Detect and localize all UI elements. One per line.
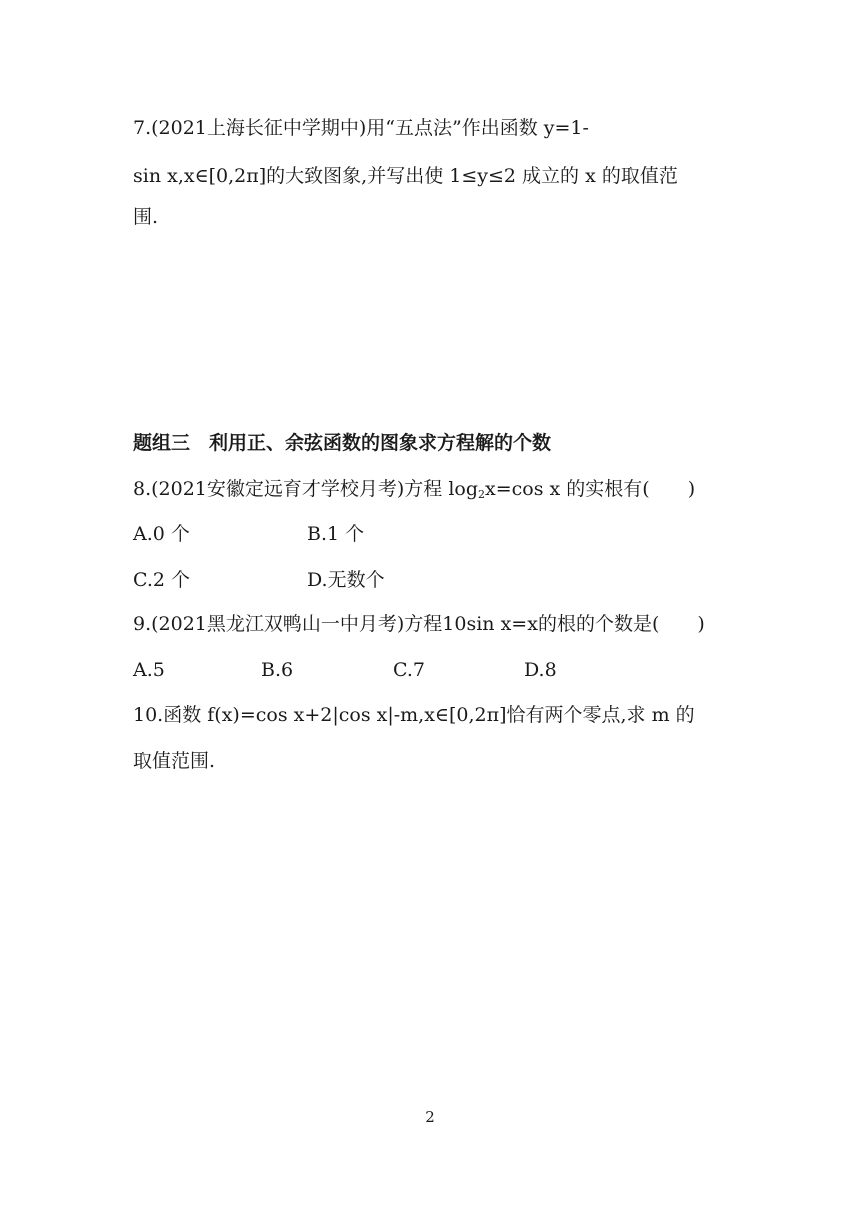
q8-option-c: C.2 个 <box>133 569 191 591</box>
q8-stem <box>133 477 695 507</box>
q8-stem-subscript: 2 <box>478 488 486 501</box>
q8-option-b: B.1 个 <box>307 523 365 545</box>
q7-line-3: 围. <box>133 206 159 228</box>
q9-option-a: A.5 <box>133 659 165 681</box>
q8-stem-before: 8.(2021安徽定远育才学校月考)方程 log <box>133 478 479 500</box>
section-heading: 题组三 利用正、余弦函数的图象求方程解的个数 <box>133 432 552 454</box>
q8-stem-after: x=cos x 的实根有( ) <box>485 478 696 500</box>
page-number: 2 <box>425 1108 435 1126</box>
q9-option-c: C.7 <box>393 659 425 681</box>
q10-line-2: 取值范围. <box>133 750 216 772</box>
q9-option-b: B.6 <box>261 659 294 681</box>
q7-line-1: 7.(2021上海长征中学期中)用“五点法”作出函数 y=1- <box>133 117 589 139</box>
q9-option-d: D.8 <box>524 659 557 681</box>
q8-option-a: A.0 个 <box>133 523 190 545</box>
q8-option-d: D.无数个 <box>307 569 385 591</box>
q10-line-1: 10.函数 f(x)=cos x+2|cos x|-m,x∈[0,2π]恰有两个零点,求 m 的 <box>133 704 695 726</box>
q9-stem: 9.(2021黑龙江双鸭山一中月考)方程10sin x=x的根的个数是( ) <box>133 613 705 635</box>
q7-line-2: sin x,x∈[0,2π]的大致图象,并写出使 1≤y≤2 成立的 x 的取值范 <box>133 165 678 187</box>
